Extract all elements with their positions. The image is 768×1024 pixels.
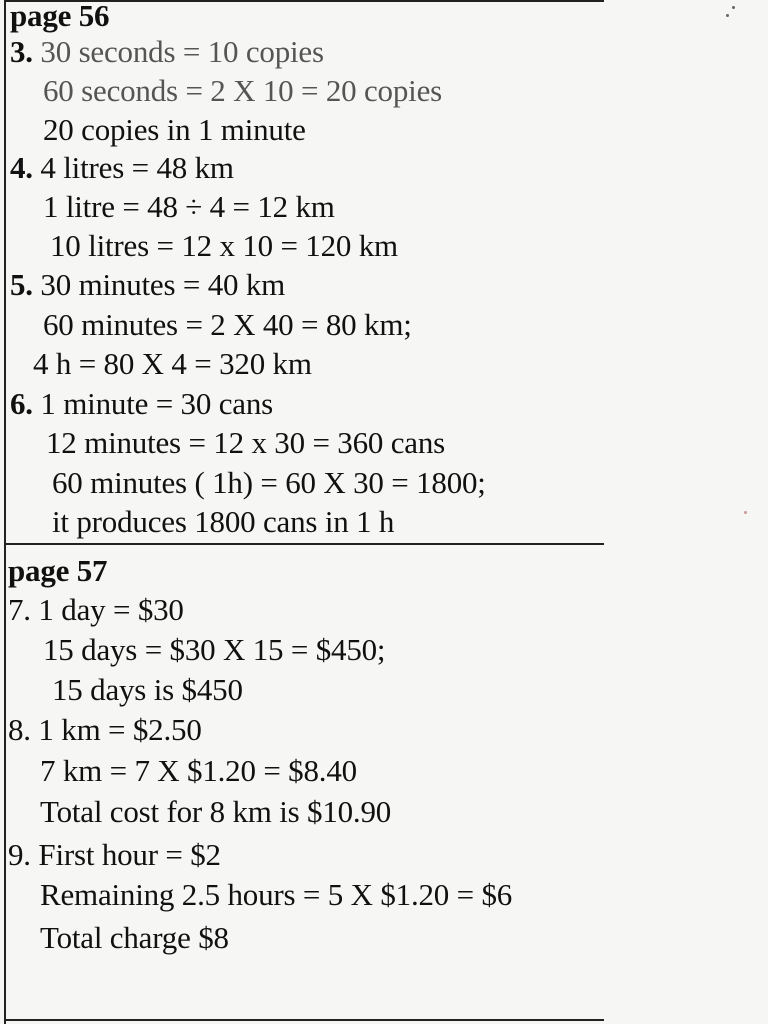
problem-number: 7. (8, 592, 31, 627)
problem-9-line-3: Total charge $8 (40, 920, 229, 955)
problem-text: 30 minutes = 40 km (40, 267, 286, 302)
problem-3-line-3: 20 copies in 1 minute (43, 112, 306, 147)
problem-8-line-1 (8, 712, 202, 748)
section-divider (4, 543, 604, 545)
problem-number: 5. (10, 267, 33, 302)
problem-text: 4 litres = 48 km (40, 150, 234, 185)
problem-9-line-1 (8, 837, 221, 873)
problem-7-line-3: 15 days is $450 (52, 672, 243, 707)
problem-number: 9. (8, 837, 31, 872)
dust-speck (744, 511, 747, 514)
problem-number: 3. (10, 34, 33, 69)
problem-number: 6. (10, 386, 33, 421)
problem-number: 8. (8, 712, 31, 747)
problem-3-line-2: 60 seconds = 2 X 10 = 20 copies (43, 73, 442, 108)
problem-text: 1 day = $30 (38, 592, 184, 627)
dust-speck (732, 6, 735, 9)
problem-text: First hour = $2 (38, 837, 221, 872)
problem-5-line-2: 60 minutes = 2 X 40 = 80 km; (43, 307, 412, 342)
problem-text: 30 seconds = 10 copies (40, 34, 324, 69)
problem-5-line-1 (10, 267, 285, 303)
problem-8-line-3: Total cost for 8 km is $10.90 (40, 794, 392, 829)
problem-6-line-4: it produces 1800 cans in 1 h (52, 504, 395, 539)
problem-7-line-1 (8, 592, 184, 628)
problem-9-line-2: Remaining 2.5 hours = 5 X $1.20 = $6 (40, 877, 513, 912)
problem-6-line-1 (10, 386, 273, 422)
problem-4-line-2: 1 litre = 48 ÷ 4 = 12 km (43, 189, 335, 224)
bottom-rule (4, 1019, 604, 1021)
section-heading: page 56 (10, 0, 110, 33)
problem-4-line-1 (10, 150, 234, 186)
problem-5-line-3: 4 h = 80 X 4 = 320 km (33, 346, 312, 381)
problem-7-line-2: 15 days = $30 X 15 = $450; (43, 632, 386, 667)
problem-4-line-3: 10 litres = 12 x 10 = 120 km (50, 228, 398, 263)
problem-text: 1 minute = 30 cans (40, 386, 273, 421)
problem-8-line-2: 7 km = 7 X $1.20 = $8.40 (40, 753, 357, 788)
problem-3-line-1 (10, 34, 324, 70)
dust-speck (726, 14, 729, 17)
problem-number: 4. (10, 150, 33, 185)
left-margin-rule (4, 0, 6, 1024)
problem-6-line-2: 12 minutes = 12 x 30 = 360 cans (46, 425, 446, 460)
problem-text: 1 km = $2.50 (38, 712, 202, 747)
section-heading: page 57 (8, 553, 108, 588)
problem-6-line-3: 60 minutes ( 1h) = 60 X 30 = 1800; (52, 465, 486, 500)
